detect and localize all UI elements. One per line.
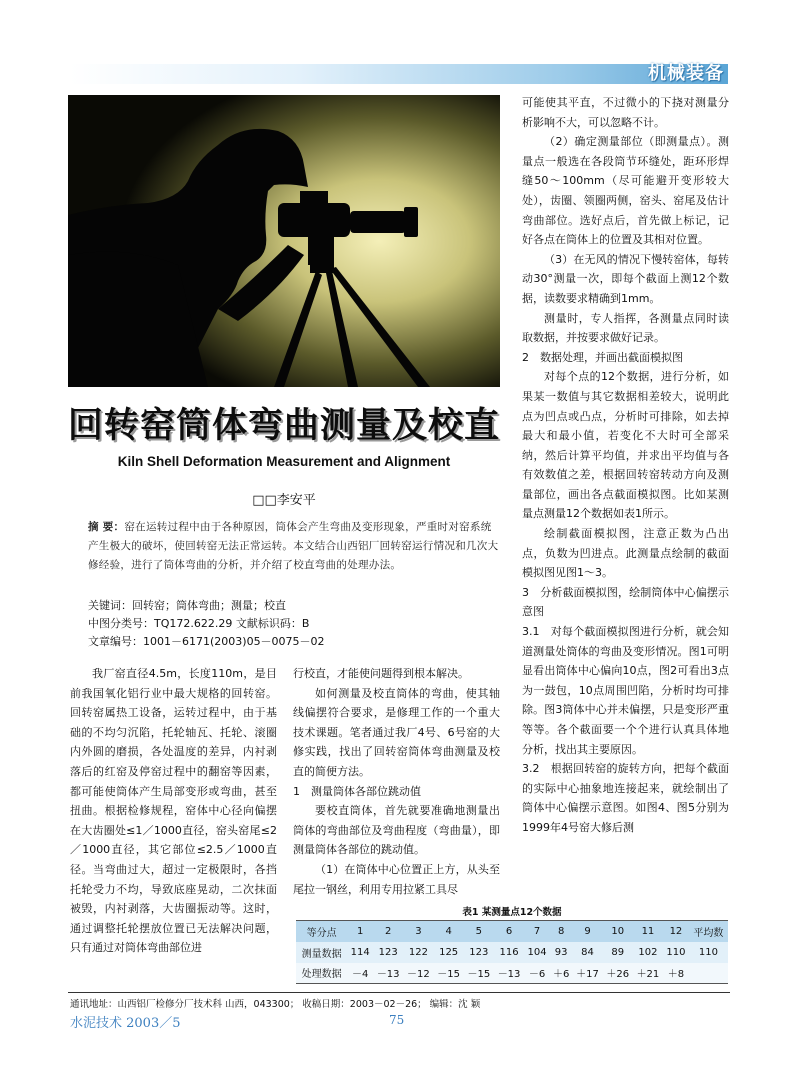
surveyor-photo — [68, 95, 500, 387]
journal-footer: 水泥技术 2003／5 — [70, 1016, 181, 1031]
table-cell: 110 — [666, 946, 686, 958]
table-cell: ＋17 — [576, 969, 599, 981]
table-cell: 114 — [350, 946, 370, 958]
classification: 中图分类号：TQ172.622.29 文献标识码：B — [88, 617, 310, 630]
paragraph: 测量时，专人指挥，各测量点同时读取数据，并按要求做好记录。 — [522, 311, 729, 345]
column-3 — [522, 93, 729, 838]
section-heading: 2 数据处理，并画出截面模拟图 — [522, 350, 683, 364]
paragraph: 行校直，才能使问题得到根本解决。 — [293, 667, 469, 680]
article-number: 文章编号：1001－6171(2003)05－0075－02 — [88, 635, 325, 648]
column-1 — [70, 664, 277, 958]
table-cell: 123 — [378, 946, 398, 958]
paragraph: （1）在筒体中心位置正上方，从头至尾拉一钢丝，利用专用拉紧工具尽 — [293, 862, 500, 896]
table-cell: 平均数 — [693, 927, 724, 939]
table-cell: ＋21 — [636, 969, 660, 981]
table-cell: ＋26 — [606, 969, 630, 981]
table-cell: 5 — [475, 925, 483, 937]
table-cell: 3 — [415, 925, 422, 937]
table-cell: 104 — [527, 946, 547, 958]
table-cell: ＋8 — [667, 969, 685, 981]
table-cell: 123 — [469, 946, 489, 958]
paragraph: 可能使其平直，不过微小的下挠对测量分析影响不大，可以忽略不计。 — [522, 96, 729, 129]
table-cell: 102 — [638, 946, 658, 958]
table-cell: 7 — [533, 925, 541, 937]
table-row — [296, 963, 728, 984]
table-cell: －4 — [352, 969, 369, 981]
section-heading: 1 测量筒体各部位跳动值 — [293, 784, 421, 798]
section-label: 机械装备 — [648, 63, 724, 84]
paragraph: 如何测量及校直筒体的弯曲，使其轴线偏摆符合要求，是修理工作的一个重大技术课题。笔者通过我厂4号、6号窑的大修实践，找出了回转窑筒体弯曲测量及校直的简便方法。 — [293, 686, 500, 778]
table-header-row — [296, 921, 728, 942]
table-cell: 6 — [505, 925, 513, 937]
table-cell: －15 — [467, 969, 491, 981]
table-cell — [689, 963, 728, 984]
paragraph: 3.1 对每个截面模拟图进行分析，就会知道测量处筒体的弯曲及变形情况。图1可明显看出筒体中心偏向10点，图2可看出3点为一鼓包，10点周围凹陷，分析时均可排除。图3筒体中心并未偏摆，只是变形严重等等。各个截面要一个个进行认真具体地分析，找出其主要原因。 — [522, 625, 729, 756]
abstract — [88, 518, 500, 575]
table-cell: 89 — [611, 946, 625, 958]
table-cell: 93 — [554, 946, 568, 958]
page-number: 75 — [389, 1013, 405, 1027]
table-cell: 84 — [581, 946, 594, 958]
paragraph: 我厂窑直径4.5m，长度110m，是目前我国氧化铝行业中最大规格的回转窑。回转窑属热工设备，运转过程中，由于基础的不均匀沉陷，托轮轴瓦、托轮、滚圈内外圆的磨损，各处温度的差异，内衬剥落后的红窑及停窑过程中的翻窑等因素，都可能使筒体产生局部变形或弯曲，甚至扭曲。根据检修规程，窑体中心径向偏摆在大齿圈处≤1／1000直径，窑头窑尾≤2／1000直径，其它部位≤2.5／1000直径。当弯曲过大，超过一定极限时，各挡托轮受力不均，导致底座晃动，二次抹面被毁，内衬剥落，大齿圈振动等。这时，通过调整托轮摆放位置已无法解决问题，只有通过对筒体弯曲部位进 — [70, 667, 277, 955]
paragraph: 要校直筒体，首先就要准确地测量出筒体的弯曲部位及弯曲程度（弯曲量），即测量筒体各部位的跳动值。 — [293, 804, 500, 857]
table-cell: 125 — [439, 946, 459, 958]
author: □□李安平 — [252, 493, 316, 508]
table-cell: －12 — [407, 969, 430, 981]
table-cell: 10 — [611, 925, 625, 937]
abstract-label: 摘 要： — [88, 521, 125, 533]
table-cell: 122 — [408, 946, 428, 958]
paragraph: 对每个点的12个数据，进行分析，如果某一数值与其它数据相差较大，说明此点为凹点或凸点，分析时可排除，如去掉最大和最小值，若变化不大时可全部采纳，然后计算平均值，并求出平均值与各有效数值之差，根据回转窑转动方向及测量部位，画出各点截面模拟图。比如某测量点测量12个数据如表1所示。 — [522, 370, 729, 521]
header-band — [70, 64, 728, 84]
paragraph: 3.2 根据回转窑的旋转方向，把每个截面的实际中心抽象地连接起来，就绘制出了筒体中心偏摆示意图。如图4、图5分别为1999年4号窑大修后测 — [522, 762, 729, 834]
table-cell: 1 — [357, 925, 364, 937]
measurement-table — [296, 920, 728, 984]
table-title: 表1 某测量点12个数据 — [462, 907, 562, 918]
article-title: 回转窑筒体弯曲测量及校直 — [68, 406, 501, 446]
table-cell: 12 — [669, 925, 683, 937]
table-cell: 110 — [698, 946, 718, 958]
table-cell: －6 — [528, 969, 546, 981]
column-2 — [293, 664, 500, 899]
table-cell: 9 — [584, 925, 591, 937]
section-heading: 3 分析截面模拟图，绘制筒体中心偏摆示意图 — [522, 585, 729, 619]
footnote: 通讯地址：山西铝厂检修分厂技术科 山西，043300； 收稿日期：2003－02－26； 编辑：沈 颖 — [70, 999, 481, 1010]
table-cell: 116 — [499, 946, 519, 958]
table-cell: 4 — [445, 925, 452, 937]
table-cell: ＋6 — [552, 969, 570, 981]
table-cell: －13 — [376, 969, 400, 981]
table-row — [296, 942, 728, 963]
paragraph: 绘制截面模拟图，注意正数为凸出点，负数为凹进点。此测量点绘制的截面模拟图见图1～3。 — [522, 527, 729, 580]
paragraph: （3）在无风的情况下慢转窑体，每转动30°测量一次，即每个截面上测12个数据，读数要求精确到1mm。 — [522, 252, 729, 305]
footnote-divider — [68, 992, 730, 993]
table-cell: 测量数据 — [301, 948, 342, 960]
table-cell: 2 — [385, 925, 392, 937]
table-cell: －15 — [437, 969, 460, 981]
table-cell: －13 — [497, 969, 521, 981]
paragraph: （2）确定测量部位（即测量点）。测量点一般选在各段筒节环缝处，距环形焊缝50～100mm（尽可能避开变形较大处），齿圈、领圈两侧，窑头、窑尾及估计弯曲部位。选好点后，首先做上标记，记好各点在筒体上的位置及其相对位置。 — [522, 135, 729, 247]
table-cell: 等分点 — [306, 927, 337, 939]
table-cell: 11 — [641, 925, 655, 937]
table-cell: 8 — [557, 925, 565, 937]
table-cell: 处理数据 — [301, 969, 342, 981]
abstract-text: 窑在运转过程中由于各种原因，筒体会产生弯曲及变形现象，严重时对窑系统产生极大的破坏，使回转窑无法正常运转。本文结合山西铝厂回转窑运行情况和几次大修经验，进行了筒体弯曲的分析，并介绍了校直弯曲的处理办法。 — [88, 521, 499, 571]
keywords: 关键词：回转窑；筒体弯曲；测量；校直 — [88, 599, 286, 612]
article-title-english: Kiln Shell Deformation Measurement and Alignment — [117, 454, 451, 469]
